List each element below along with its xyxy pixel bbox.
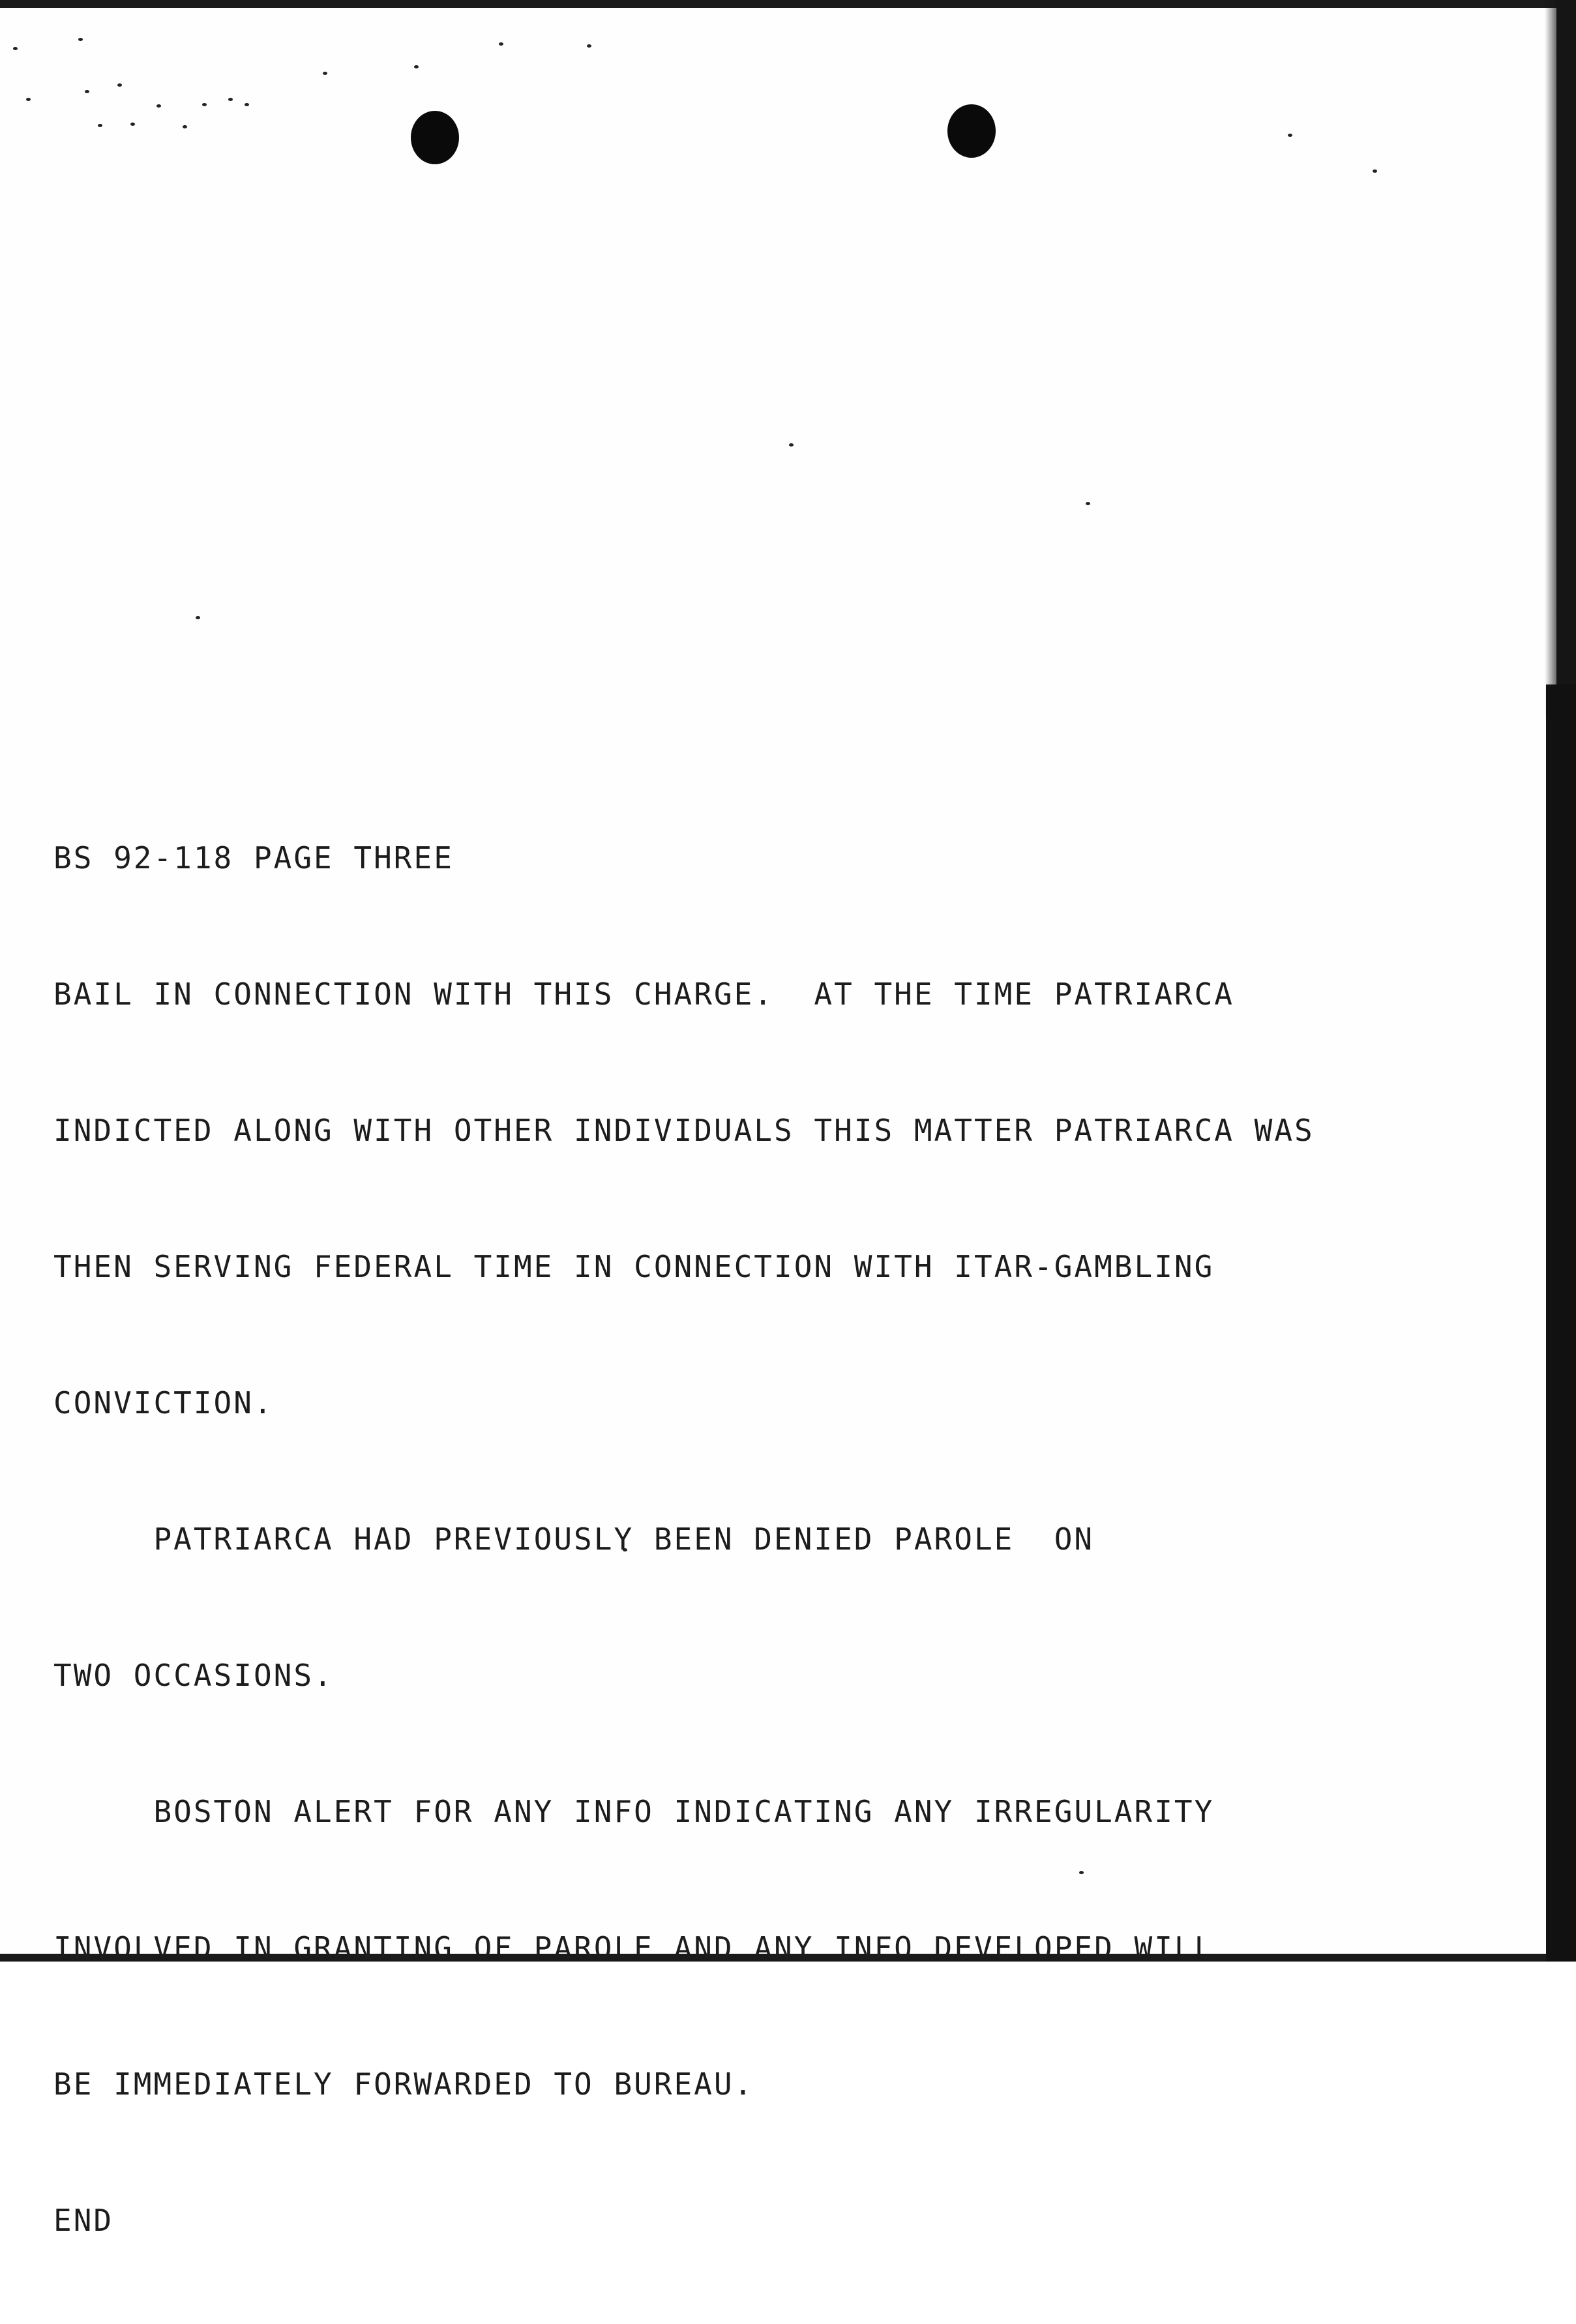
body-line: PATRIARCA HAD PREVIOUSLY BEEN DENIED PAROLE ON	[53, 1522, 1095, 1557]
scan-speck	[1288, 134, 1292, 137]
punch-hole-left	[411, 111, 459, 164]
body-line: INVOLVED IN GRANTING OF PAROLE AND ANY INFO DEVELOPED WILL	[53, 1930, 1215, 1965]
scan-speck	[1373, 169, 1377, 173]
scan-top-edge	[0, 0, 1576, 8]
body-line: BOSTON ALERT FOR ANY INFO INDICATING ANY IRREGULARITY	[53, 1794, 1215, 1829]
scan-speck	[78, 38, 83, 41]
body-line: BAIL IN CONNECTION WITH THIS CHARGE. AT THE TIME PATRIARCA	[53, 977, 1234, 1012]
body-line: THEN SERVING FEDERAL TIME IN CONNECTION WITH ITAR-GAMBLING	[53, 1249, 1215, 1284]
scan-speck	[228, 98, 233, 101]
body-line: BE IMMEDIATELY FORWARDED TO BUREAU.	[53, 2067, 754, 2102]
scan-speck	[130, 123, 135, 126]
punch-hole-right	[947, 104, 996, 158]
scan-speck	[183, 125, 187, 128]
body-line: CONVICTION.	[53, 1385, 274, 1420]
scan-speck	[414, 65, 419, 68]
scan-speck	[245, 103, 249, 106]
body-line: TWO OCCASIONS.	[53, 1658, 334, 1693]
scan-speck	[1086, 502, 1090, 505]
scan-speck	[587, 44, 591, 48]
scan-speck	[117, 83, 122, 87]
scan-speck	[196, 616, 200, 619]
page-header: BS 92-118 PAGE THREE	[53, 840, 454, 875]
scan-right-edge-lower	[1546, 684, 1576, 1962]
teletype-body	[53, 755, 1488, 2324]
scan-speck	[98, 124, 102, 127]
scan-speck	[789, 443, 794, 447]
scan-speck	[13, 47, 18, 50]
scan-speck	[202, 103, 207, 106]
scan-speck	[26, 98, 31, 101]
end-marker: END	[53, 2203, 114, 2238]
scan-speck	[499, 42, 503, 46]
scan-speck	[85, 90, 89, 93]
body-line: INDICTED ALONG WITH OTHER INDIVIDUALS THIS MATTER PATRIARCA WAS	[53, 1113, 1315, 1148]
scan-speck	[156, 104, 161, 108]
scan-speck	[323, 72, 327, 75]
